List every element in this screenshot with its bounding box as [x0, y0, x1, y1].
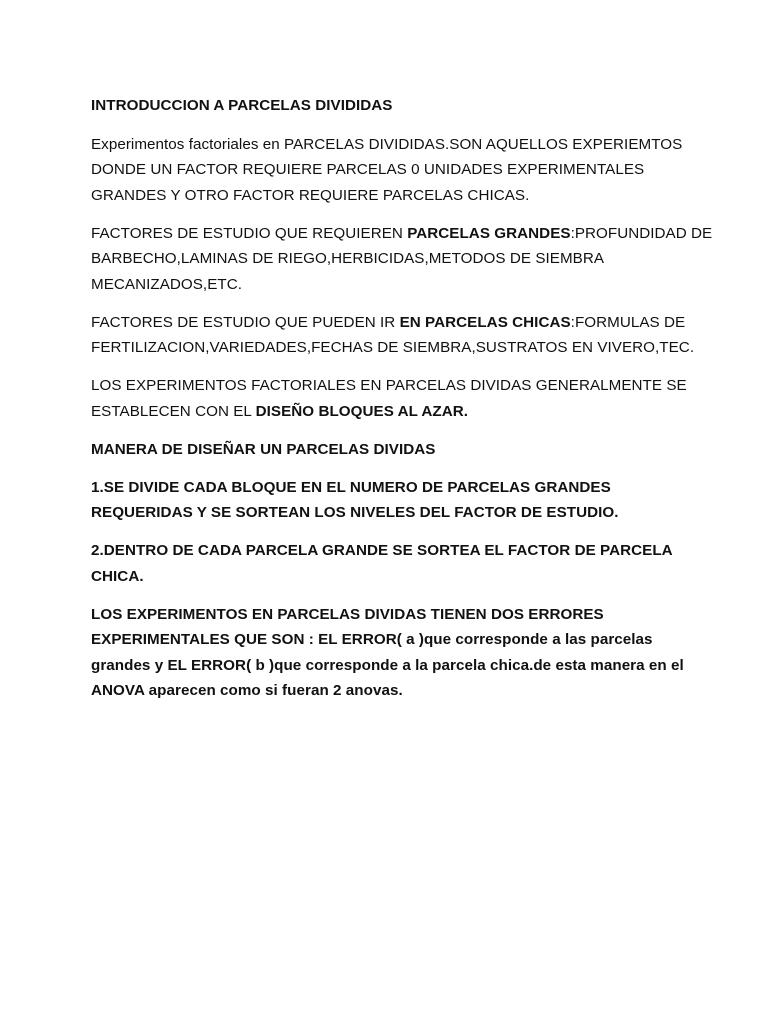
manera-heading — [91, 437, 691, 463]
step-1-paragraph — [91, 475, 691, 526]
intro-line-3: GRANDES Y OTRO FACTOR REQUIERE PARCELAS CHICAS. — [91, 186, 530, 204]
step-2-paragraph — [91, 538, 691, 589]
diseno-emphasis: DISEÑO BLOQUES AL AZAR. — [255, 402, 469, 420]
step-1-line-1: 1.SE DIVIDE CADA BLOQUE EN EL NUMERO DE PARCELAS GRANDES — [91, 478, 611, 496]
chicas-line-1 — [91, 310, 691, 336]
diseno-line-2-prefix: ESTABLECEN CON EL — [91, 402, 256, 420]
step-2-line-2: CHICA. — [91, 567, 144, 585]
grandes-line-2: BARBECHO,LAMINAS DE RIEGO,HERBICIDAS,METODOS DE SIEMBRA — [91, 250, 605, 267]
document-body — [91, 93, 713, 716]
chicas-line-1-prefix: FACTORES DE ESTUDIO QUE PUEDEN IR — [91, 313, 400, 331]
intro-paragraph — [91, 132, 691, 209]
chicas-emphasis: EN PARCELAS CHICAS — [399, 313, 571, 331]
errores-paragraph — [91, 602, 691, 704]
grandes-emphasis: PARCELAS GRANDES — [407, 224, 571, 242]
document-title — [91, 93, 691, 119]
grandes-line-1-prefix: FACTORES DE ESTUDIO QUE REQUIEREN — [91, 224, 408, 242]
title-text: INTRODUCCION A PARCELAS DIVIDIDAS — [91, 97, 393, 114]
grandes-paragraph — [91, 221, 713, 298]
grandes-line-1-suffix: :PROFUNDIDAD DE — [570, 224, 713, 242]
step-2-line-1: 2.DENTRO DE CADA PARCELA GRANDE SE SORTEA EL FACTOR DE PARCELA — [91, 542, 673, 559]
errores-line-2: EXPERIMENTALES QUE SON : EL ERROR( a )que corresponde a las parcelas — [91, 631, 653, 648]
errores-line-1: LOS EXPERIMENTOS EN PARCELAS DIVIDAS TIENEN DOS ERRORES — [91, 605, 604, 623]
chicas-line-1-suffix: :FORMULAS DE — [570, 313, 686, 331]
chicas-line-2: FERTILIZACION,VARIEDADES,FECHAS DE SIEMBRA,SUSTRATOS EN VIVERO,TEC. — [91, 339, 695, 356]
errores-line-3: grandes y EL ERROR( b )que corresponde a la parcela chica.de esta manera en el — [91, 656, 684, 674]
errores-line-4: ANOVA aparecen como si fueran 2 anovas. — [91, 682, 403, 699]
grandes-line-3: MECANIZADOS,ETC. — [91, 275, 242, 293]
manera-heading-text: MANERA DE DISEÑAR UN PARCELAS DIVIDAS — [91, 440, 436, 458]
step-1-line-2: REQUERIDAS Y SE SORTEAN LOS NIVELES DEL FACTOR DE ESTUDIO. — [91, 504, 619, 521]
diseno-paragraph — [91, 373, 691, 424]
diseno-line-2 — [91, 399, 691, 425]
intro-line-1: Experimentos factoriales en PARCELAS DIVIDIDAS.SON AQUELLOS EXPERIEMTOS — [91, 135, 683, 153]
intro-line-2: DONDE UN FACTOR REQUIERE PARCELAS 0 UNIDADES EXPERIMENTALES — [91, 161, 645, 178]
grandes-line-1 — [91, 221, 713, 247]
chicas-paragraph — [91, 310, 695, 361]
diseno-line-1: LOS EXPERIMENTOS FACTORIALES EN PARCELAS DIVIDAS GENERALMENTE SE — [91, 377, 687, 394]
